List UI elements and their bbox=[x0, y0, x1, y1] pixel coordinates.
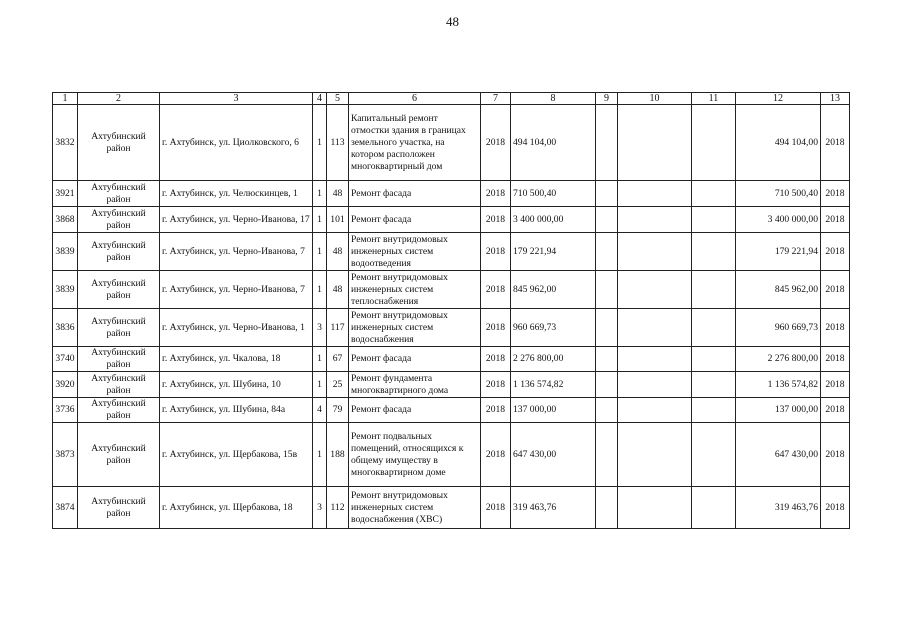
row-id-cell: 3874 bbox=[53, 487, 78, 529]
address-cell: г. Ахтубинск, ул. Циолковского, 6 bbox=[160, 105, 313, 181]
column-10-cell bbox=[618, 271, 692, 309]
column-5-cell: 101 bbox=[327, 207, 349, 233]
repair-register-table bbox=[52, 92, 850, 529]
column-number: 4 bbox=[313, 93, 327, 105]
total-cell: 1 136 574,82 bbox=[736, 372, 821, 398]
column-11-cell bbox=[692, 347, 736, 372]
work-type-cell: Ремонт внутридомовых инженерных систем водоотведения bbox=[349, 233, 481, 271]
address-cell: г. Ахтубинск, ул. Челюскинцев, 1 bbox=[160, 181, 313, 207]
year-cell: 2018 bbox=[481, 347, 511, 372]
column-number: 6 bbox=[349, 93, 481, 105]
amount-cell: 319 463,76 bbox=[511, 487, 596, 529]
column-11-cell bbox=[692, 233, 736, 271]
column-4-cell: 1 bbox=[313, 347, 327, 372]
column-4-cell: 1 bbox=[313, 271, 327, 309]
row-id-cell: 3921 bbox=[53, 181, 78, 207]
column-11-cell bbox=[692, 487, 736, 529]
district-cell: Ахтубинский район bbox=[78, 398, 160, 423]
work-type-cell: Ремонт внутридомовых инженерных систем водоснабжения bbox=[349, 309, 481, 347]
column-4-cell: 3 bbox=[313, 487, 327, 529]
work-type-cell: Ремонт фасада bbox=[349, 207, 481, 233]
column-number: 8 bbox=[511, 93, 596, 105]
year-end-cell: 2018 bbox=[821, 233, 850, 271]
address-cell: г. Ахтубинск, ул. Чкалова, 18 bbox=[160, 347, 313, 372]
column-5-cell: 113 bbox=[327, 105, 349, 181]
year-end-cell: 2018 bbox=[821, 347, 850, 372]
amount-cell: 137 000,00 bbox=[511, 398, 596, 423]
column-5-cell: 48 bbox=[327, 233, 349, 271]
total-cell: 960 669,73 bbox=[736, 309, 821, 347]
year-end-cell: 2018 bbox=[821, 372, 850, 398]
work-type-cell: Ремонт внутридомовых инженерных систем теплоснабжения bbox=[349, 271, 481, 309]
year-cell: 2018 bbox=[481, 207, 511, 233]
column-9-cell bbox=[596, 487, 618, 529]
column-4-cell: 4 bbox=[313, 398, 327, 423]
district-cell: Ахтубинский район bbox=[78, 347, 160, 372]
year-cell: 2018 bbox=[481, 181, 511, 207]
district-cell: Ахтубинский район bbox=[78, 487, 160, 529]
district-cell: Ахтубинский район bbox=[78, 423, 160, 487]
column-11-cell bbox=[692, 181, 736, 207]
table-row bbox=[53, 398, 850, 423]
column-10-cell bbox=[618, 233, 692, 271]
column-9-cell bbox=[596, 271, 618, 309]
year-end-cell: 2018 bbox=[821, 181, 850, 207]
table-row bbox=[53, 271, 850, 309]
column-10-cell bbox=[618, 309, 692, 347]
page-number: 48 bbox=[446, 14, 459, 29]
row-id-cell: 3868 bbox=[53, 207, 78, 233]
year-cell: 2018 bbox=[481, 271, 511, 309]
year-end-cell: 2018 bbox=[821, 309, 850, 347]
column-number: 9 bbox=[596, 93, 618, 105]
column-10-cell bbox=[618, 398, 692, 423]
column-11-cell bbox=[692, 207, 736, 233]
column-11-cell bbox=[692, 105, 736, 181]
address-cell: г. Ахтубинск, ул. Черно-Иванова, 17 bbox=[160, 207, 313, 233]
total-cell: 137 000,00 bbox=[736, 398, 821, 423]
table-row bbox=[53, 181, 850, 207]
column-9-cell bbox=[596, 207, 618, 233]
row-id-cell: 3736 bbox=[53, 398, 78, 423]
table-row bbox=[53, 487, 850, 529]
column-number: 12 bbox=[736, 93, 821, 105]
column-5-cell: 112 bbox=[327, 487, 349, 529]
address-cell: г. Ахтубинск, ул. Щербакова, 15в bbox=[160, 423, 313, 487]
amount-cell: 179 221,94 bbox=[511, 233, 596, 271]
table-row bbox=[53, 207, 850, 233]
address-cell: г. Ахтубинск, ул. Щербакова, 18 bbox=[160, 487, 313, 529]
amount-cell: 960 669,73 bbox=[511, 309, 596, 347]
work-type-cell: Ремонт фасада bbox=[349, 398, 481, 423]
district-cell: Ахтубинский район bbox=[78, 309, 160, 347]
column-4-cell: 1 bbox=[313, 372, 327, 398]
table-row bbox=[53, 372, 850, 398]
work-type-cell: Ремонт внутридомовых инженерных систем водоснабжения (ХВС) bbox=[349, 487, 481, 529]
column-9-cell bbox=[596, 233, 618, 271]
table-row bbox=[53, 347, 850, 372]
row-id-cell: 3832 bbox=[53, 105, 78, 181]
amount-cell: 647 430,00 bbox=[511, 423, 596, 487]
amount-cell: 494 104,00 bbox=[511, 105, 596, 181]
work-type-cell: Капитальный ремонт отмостки здания в границах земельного участка, на котором расположен многоквартирный дом bbox=[349, 105, 481, 181]
district-cell: Ахтубинский район bbox=[78, 181, 160, 207]
year-cell: 2018 bbox=[481, 309, 511, 347]
column-5-cell: 48 bbox=[327, 181, 349, 207]
district-cell: Ахтубинский район bbox=[78, 271, 160, 309]
year-end-cell: 2018 bbox=[821, 423, 850, 487]
table-row bbox=[53, 309, 850, 347]
column-9-cell bbox=[596, 423, 618, 487]
total-cell: 179 221,94 bbox=[736, 233, 821, 271]
column-11-cell bbox=[692, 271, 736, 309]
work-type-cell: Ремонт фасада bbox=[349, 181, 481, 207]
column-9-cell bbox=[596, 105, 618, 181]
year-end-cell: 2018 bbox=[821, 398, 850, 423]
column-10-cell bbox=[618, 347, 692, 372]
year-end-cell: 2018 bbox=[821, 105, 850, 181]
district-cell: Ахтубинский район bbox=[78, 372, 160, 398]
table-row bbox=[53, 105, 850, 181]
total-cell: 2 276 800,00 bbox=[736, 347, 821, 372]
column-9-cell bbox=[596, 181, 618, 207]
address-cell: г. Ахтубинск, ул. Шубина, 10 bbox=[160, 372, 313, 398]
column-9-cell bbox=[596, 398, 618, 423]
work-type-cell: Ремонт подвальных помещений, относящихся к общему имуществу в многоквартирном доме bbox=[349, 423, 481, 487]
amount-cell: 3 400 000,00 bbox=[511, 207, 596, 233]
column-9-cell bbox=[596, 309, 618, 347]
column-5-cell: 48 bbox=[327, 271, 349, 309]
total-cell: 710 500,40 bbox=[736, 181, 821, 207]
column-4-cell: 1 bbox=[313, 207, 327, 233]
amount-cell: 710 500,40 bbox=[511, 181, 596, 207]
column-5-cell: 25 bbox=[327, 372, 349, 398]
column-4-cell: 1 bbox=[313, 423, 327, 487]
row-id-cell: 3836 bbox=[53, 309, 78, 347]
column-9-cell bbox=[596, 372, 618, 398]
year-end-cell: 2018 bbox=[821, 271, 850, 309]
column-10-cell bbox=[618, 105, 692, 181]
row-id-cell: 3839 bbox=[53, 271, 78, 309]
amount-cell: 845 962,00 bbox=[511, 271, 596, 309]
district-cell: Ахтубинский район bbox=[78, 105, 160, 181]
column-5-cell: 79 bbox=[327, 398, 349, 423]
column-10-cell bbox=[618, 372, 692, 398]
address-cell: г. Ахтубинск, ул. Черно-Иванова, 1 bbox=[160, 309, 313, 347]
amount-cell: 1 136 574,82 bbox=[511, 372, 596, 398]
year-cell: 2018 bbox=[481, 398, 511, 423]
column-number: 11 bbox=[692, 93, 736, 105]
table-row bbox=[53, 233, 850, 271]
column-9-cell bbox=[596, 347, 618, 372]
column-4-cell: 1 bbox=[313, 181, 327, 207]
year-cell: 2018 bbox=[481, 105, 511, 181]
district-cell: Ахтубинский район bbox=[78, 207, 160, 233]
column-11-cell bbox=[692, 398, 736, 423]
total-cell: 319 463,76 bbox=[736, 487, 821, 529]
column-10-cell bbox=[618, 487, 692, 529]
address-cell: г. Ахтубинск, ул. Черно-Иванова, 7 bbox=[160, 271, 313, 309]
work-type-cell: Ремонт фундамента многоквартирного дома bbox=[349, 372, 481, 398]
row-id-cell: 3920 bbox=[53, 372, 78, 398]
year-cell: 2018 bbox=[481, 423, 511, 487]
table-row bbox=[53, 423, 850, 487]
column-10-cell bbox=[618, 207, 692, 233]
amount-cell: 2 276 800,00 bbox=[511, 347, 596, 372]
work-type-cell: Ремонт фасада bbox=[349, 347, 481, 372]
column-5-cell: 188 bbox=[327, 423, 349, 487]
column-4-cell: 1 bbox=[313, 105, 327, 181]
district-cell: Ахтубинский район bbox=[78, 233, 160, 271]
row-id-cell: 3873 bbox=[53, 423, 78, 487]
column-10-cell bbox=[618, 181, 692, 207]
year-cell: 2018 bbox=[481, 372, 511, 398]
address-cell: г. Ахтубинск, ул. Черно-Иванова, 7 bbox=[160, 233, 313, 271]
column-number: 5 bbox=[327, 93, 349, 105]
year-end-cell: 2018 bbox=[821, 487, 850, 529]
column-11-cell bbox=[692, 423, 736, 487]
column-11-cell bbox=[692, 309, 736, 347]
total-cell: 647 430,00 bbox=[736, 423, 821, 487]
total-cell: 845 962,00 bbox=[736, 271, 821, 309]
column-10-cell bbox=[618, 423, 692, 487]
column-number: 1 bbox=[53, 93, 78, 105]
address-cell: г. Ахтубинск, ул. Шубина, 84а bbox=[160, 398, 313, 423]
column-4-cell: 1 bbox=[313, 233, 327, 271]
row-id-cell: 3839 bbox=[53, 233, 78, 271]
column-5-cell: 67 bbox=[327, 347, 349, 372]
column-number: 13 bbox=[821, 93, 850, 105]
row-id-cell: 3740 bbox=[53, 347, 78, 372]
column-number: 2 bbox=[78, 93, 160, 105]
column-4-cell: 3 bbox=[313, 309, 327, 347]
total-cell: 3 400 000,00 bbox=[736, 207, 821, 233]
year-cell: 2018 bbox=[481, 233, 511, 271]
column-number: 10 bbox=[618, 93, 692, 105]
column-5-cell: 117 bbox=[327, 309, 349, 347]
column-number: 7 bbox=[481, 93, 511, 105]
column-number-row bbox=[53, 93, 850, 105]
column-number: 3 bbox=[160, 93, 313, 105]
total-cell: 494 104,00 bbox=[736, 105, 821, 181]
year-cell: 2018 bbox=[481, 487, 511, 529]
table-body bbox=[53, 93, 850, 529]
year-end-cell: 2018 bbox=[821, 207, 850, 233]
column-11-cell bbox=[692, 372, 736, 398]
